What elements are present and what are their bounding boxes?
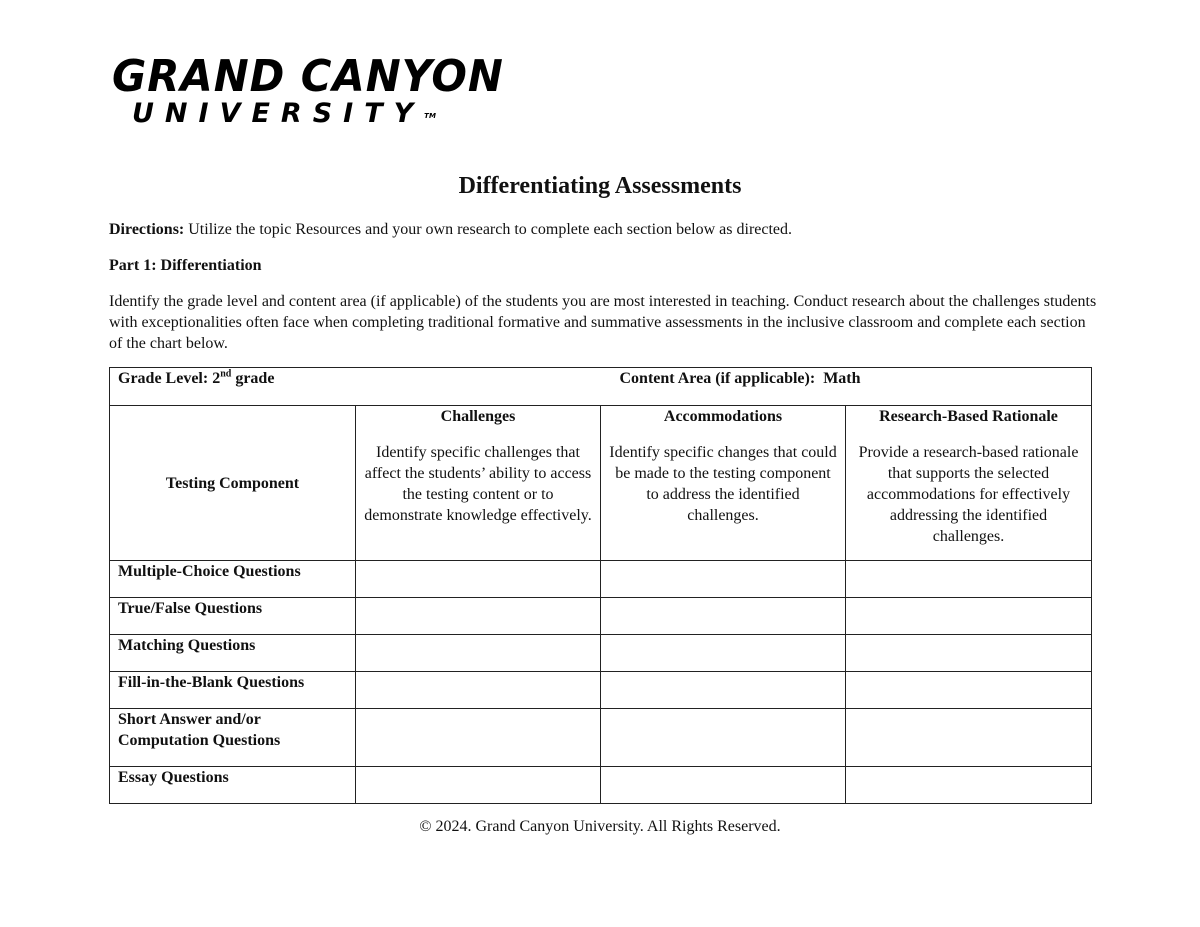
page-title: Differentiating Assessments: [458, 173, 742, 199]
assessment-chart: [109, 367, 1092, 804]
challenges-cell[interactable]: [356, 672, 601, 709]
challenges-description: Identify specific challenges that affect the students’ ability to access the testing content or to demonstrate knowledge effectively.: [364, 444, 592, 524]
part1-heading: Part 1: Differentiation: [109, 257, 262, 274]
table-row: [110, 635, 1092, 672]
table-row: [110, 672, 1092, 709]
table-row: [110, 598, 1092, 635]
testing-component-header: Testing Component: [110, 406, 356, 561]
challenges-cell[interactable]: [356, 635, 601, 672]
accommodations-cell[interactable]: [601, 672, 846, 709]
copyright-footer: © 2024. Grand Canyon University. All Rights Reserved.: [419, 818, 781, 835]
component-true-false: True/False Questions: [110, 598, 356, 635]
content-area-label: Content Area (if applicable):: [619, 370, 816, 387]
table-row: [110, 709, 1092, 767]
rationale-title: Research-Based Rationale: [879, 408, 1058, 425]
accommodations-cell[interactable]: [601, 598, 846, 635]
rationale-cell[interactable]: [846, 767, 1092, 804]
grade-level-value: 2nd grade: [212, 368, 275, 387]
directions-label: Directions:: [109, 221, 185, 238]
logo-trademark: TM: [424, 112, 436, 120]
logo-line-grand-canyon: GRAND CANYON: [112, 51, 504, 102]
rationale-header: [846, 406, 1092, 561]
accommodations-cell[interactable]: [601, 767, 846, 804]
challenges-header: [356, 406, 601, 561]
column-header-row: [110, 406, 1092, 561]
table-row: [110, 561, 1092, 598]
challenges-cell[interactable]: [356, 561, 601, 598]
logo-university-text: UNIVERSITY: [132, 98, 425, 129]
content-area-cell[interactable]: [601, 368, 1092, 406]
rationale-cell[interactable]: [846, 635, 1092, 672]
challenges-cell[interactable]: [356, 709, 601, 767]
grade-level-label: Grade Level:: [118, 370, 209, 387]
component-essay: Essay Questions: [110, 767, 356, 804]
rationale-cell[interactable]: [846, 709, 1092, 767]
challenges-cell[interactable]: [356, 598, 601, 635]
component-matching: Matching Questions: [110, 635, 356, 672]
content-area-value: Math: [823, 370, 861, 387]
grade-content-row: [110, 368, 1092, 406]
accommodations-cell[interactable]: [601, 709, 846, 767]
intro-paragraph: Identify the grade level and content area (if applicable) of the students you are most interested in teaching. Conduct research about the challenges students with exceptionalities often face when completing traditional formative and summative assessments in the inclusive classroom and complete each section of the chart below.: [109, 293, 1097, 352]
table-row: [110, 767, 1092, 804]
challenges-title: Challenges: [440, 408, 516, 425]
university-logo: [112, 51, 504, 129]
accommodations-cell[interactable]: [601, 561, 846, 598]
directions-text: Utilize the topic Resources and your own research to complete each section below as directed.: [188, 221, 793, 238]
grade-level-cell[interactable]: [110, 368, 601, 406]
accommodations-cell[interactable]: [601, 635, 846, 672]
logo-line-university: [132, 98, 436, 129]
rationale-description: Provide a research-based rationale that supports the selected accommodations for effectively addressing the identified challenges.: [858, 444, 1079, 545]
accommodations-description: Identify specific changes that could be made to the testing component to address the identified challenges.: [609, 444, 837, 524]
accommodations-header: [601, 406, 846, 561]
component-fill-in-the-blank: Fill-in-the-Blank Questions: [110, 672, 356, 709]
accommodations-title: Accommodations: [663, 408, 783, 425]
directions: [109, 219, 1099, 240]
rationale-cell[interactable]: [846, 672, 1092, 709]
rationale-cell[interactable]: [846, 561, 1092, 598]
component-short-answer: Short Answer and/or Computation Questions: [110, 709, 356, 767]
component-multiple-choice: Multiple-Choice Questions: [110, 561, 356, 598]
rationale-cell[interactable]: [846, 598, 1092, 635]
challenges-cell[interactable]: [356, 767, 601, 804]
